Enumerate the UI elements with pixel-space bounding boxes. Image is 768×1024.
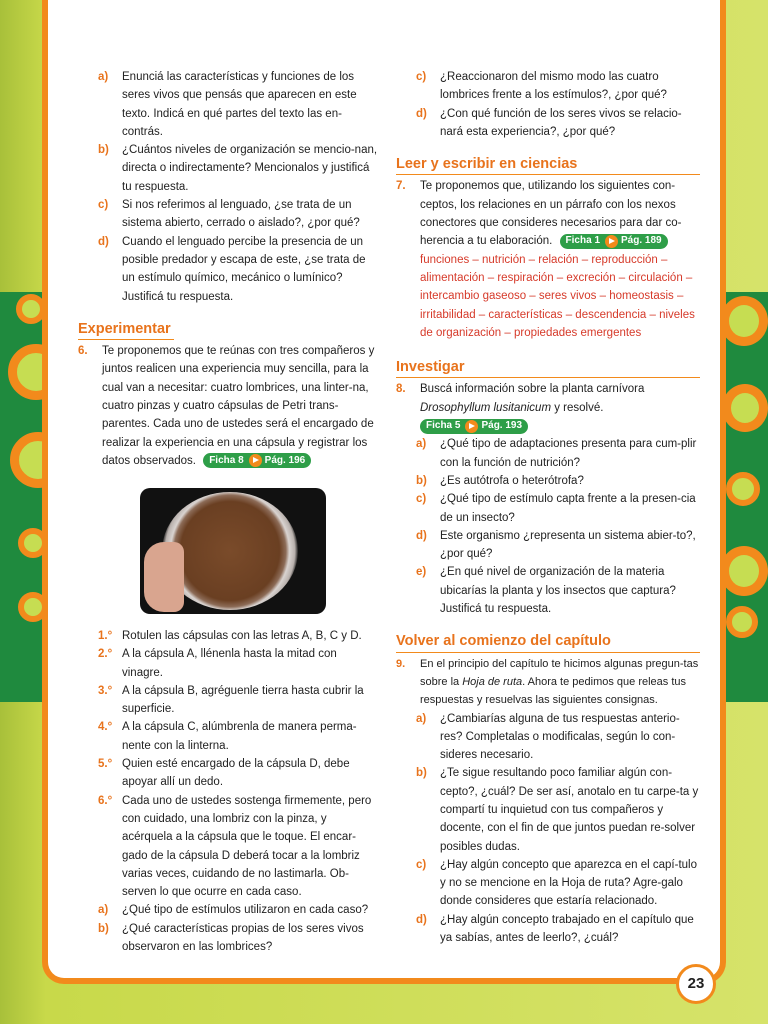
item-label: d) [416,529,427,542]
item-text: Cuando el lenguado percibe la presencia de un posible predador y escapa de este, ¿se trata de un estímulo químico, mecánico o lumínico? Justificá tu respuesta. [122,235,366,303]
ficha-label: Ficha 5 [426,419,461,431]
item-text: Enunciá las características y funciones de los seres vivos que pensás que aparecen en este texto. Indicá en qué partes del texto las en-contrás. [122,71,357,138]
left-column-steps [78,627,378,956]
list-item [78,196,378,233]
item-label: b) [416,767,427,780]
question-text: Te proponemos que te reúnas con tres compañeros y juntos realicen una experiencia muy sencilla, para la cual van a necesitar: cuatro lombrices, una linter-na, cuatro pinzas y cuatro cápsulas de Petri trans-parentes. Cada uno de ustedes será el encargado de realizar la experiencia en una cápsula y registrar los datos observados. [102,345,375,467]
item-label: a) [416,712,427,725]
list-item [396,764,700,855]
list-item [78,901,378,919]
item-label: b) [98,922,109,935]
item-text: ¿Cambiarías alguna de tus respuestas anterio-res? Completalas o modificalas, según lo con-sideres necesario. [440,712,680,762]
item-label: a) [98,904,109,917]
item-text: Cada uno de ustedes sostenga firmemente, pero con cuidado, una lombriz con la pinza, y acérquela a la cápsula que le toque. El encar-gado de la cápsula D deberá tocar a la lombriz varias veces, cuidando de no lastimarla. Ob-serven lo que ocurre en cada caso. [122,794,372,899]
ficha-label: Ficha 1 [565,235,601,247]
hoja-de-ruta: Hoja de ruta [462,675,523,688]
item-label: c) [416,858,427,871]
item-text: ¿Hay algún concepto que aparezca en el capí-tulo y no se mencione en la Hoja de ruta? Agre-galo donde consideres que estaría relacionado. [440,858,697,908]
list-item [78,792,378,902]
item-text: ¿Reaccionaron del mismo modo las cuatro lombrices frente a los estímulos?, ¿por qué? [440,71,667,102]
question-6-items [78,901,378,956]
question-text-post: . Ahora te pedimos que releas tus respuestas y resuelvas las siguientes consignas. [420,675,687,707]
list-item [78,627,378,645]
ring-decoration [722,384,768,432]
item-label: 5.° [98,758,113,771]
right-column [396,68,700,947]
hand-image [144,542,184,612]
question-8-items [396,435,700,618]
question-text-pre: Buscá información sobre la planta carnívora [420,383,645,396]
item-label: c) [98,199,109,212]
item-label: b) [416,474,427,487]
play-icon [249,454,262,467]
page-number: 23 [676,964,716,1004]
list-item [396,490,700,527]
ficha-badge[interactable] [560,234,668,249]
item-text: A la cápsula B, agréguenle tierra hasta cubrir la superficie. [122,684,364,716]
list-item [78,682,378,719]
item-label: 3.° [98,684,113,697]
section-title-experimentar: Experimentar [78,320,174,340]
item-text: ¿Qué características propias de los seres vivos observaron en las lombrices? [122,922,364,954]
item-label: 6.° [98,794,113,807]
item-label: d) [416,913,427,926]
item-text: ¿Es autótrofa o heterótrofa? [440,474,584,487]
list-item [78,755,378,792]
concepts-list: funciones – nutrición – relación – reproducción – alimentación – respiración – excreción – circulación – intercambio gaseoso – seres vivos – homeostasis – irritabilidad – características – descendencia – niveles de organización – propiedades emergentes [420,253,695,339]
item-label: d) [98,235,109,248]
item-text: Quien esté encargado de la cápsula D, debe apoyar allí un dedo. [122,758,350,789]
question-number: 7. [396,180,406,193]
item-text: Este organismo ¿representa un sistema abier-to?, ¿por qué? [440,529,696,561]
list-item [78,645,378,682]
list-item [78,68,378,141]
item-label: c) [416,493,427,506]
list-item [78,920,378,957]
question-text-pre: En el principio del capítulo te hicimos algunas pregun-tas sobre la [420,657,699,688]
list-item [396,527,700,564]
list-item [78,718,378,755]
question-text-post: y resolvé. [551,401,604,414]
list-item [78,141,378,196]
ficha-page: Pág. 189 [621,235,662,247]
list-item [396,563,700,618]
item-text: ¿En qué nivel de organización de la materia ubicarías la planta y los insectos que captura? Justificá tu respuesta. [440,566,676,616]
item-label: 4.° [98,721,113,734]
ficha-page: Pág. 193 [481,419,523,431]
item-text: ¿Te sigue resultando poco familiar algún con-cepto?, ¿cuál? De ser así, anotalo en tu carpe-ta y compartí tu inquietud con tus compañeros y docente, con el fin de que juntos puedan re-solver posibles dudas. [440,767,699,853]
ring-decoration [726,606,758,638]
question-9-items [396,710,700,948]
question-8 [396,380,700,435]
item-text: ¿Cuántos niveles de organización se mencio-nan, directa o indirectamente? Mencionalos y justificá tu respuesta. [122,144,378,193]
item-label: e) [416,566,427,579]
list-item [396,472,700,490]
list-item [396,856,700,911]
ring-decoration [726,472,760,506]
item-text: A la cápsula C, alúmbrenla de manera perma-nente con la linterna. [122,721,357,752]
list-item [396,105,700,142]
item-label: 2.° [98,648,113,661]
play-icon [465,420,478,433]
question-7 [396,177,700,342]
left-column [78,68,378,470]
question-6 [78,342,378,470]
item-text: ¿Qué tipo de adaptaciones presenta para cum-plir con la función de nutrición? [440,438,697,469]
question-9 [396,655,700,710]
item-label: d) [416,107,427,120]
list-item [396,710,700,765]
question-number: 8. [396,383,406,396]
list-item [396,911,700,948]
question-6-items-cont [396,68,700,141]
item-text: Si nos referimos al lenguado, ¿se trata de un sistema abierto, cerrado o aislado?, ¿por qué? [122,199,360,230]
ficha-badge[interactable] [203,453,311,468]
question-number: 6. [78,345,88,358]
play-icon [605,235,618,248]
ring-decoration [720,546,768,596]
list-item [396,435,700,472]
ficha-badge[interactable] [420,419,528,434]
petri-dish-photo [140,488,326,614]
item-text: Rotulen las cápsulas con las letras A, B, C y D. [122,630,362,642]
item-label: a) [416,438,427,451]
experiment-steps [78,627,378,901]
question-text: Te proponemos que, utilizando los siguientes con-ceptos, los relaciones en un párrafo con los nexos conectores que consideres necesarios para dar co-herencia a tu elaboración. [420,180,682,248]
item-text: ¿Qué tipo de estímulos utilizaron en cada caso? [122,904,369,917]
item-label: a) [98,71,109,83]
item-label: 1.° [98,630,113,642]
question-number: 9. [396,657,406,670]
ficha-label: Ficha 8 [209,454,244,466]
question-5-items [78,68,378,306]
item-label: b) [98,144,109,157]
section-title-leer: Leer y escribir en ciencias [396,155,700,175]
section-title-volver: Volver al comienzo del capítulo [396,632,700,652]
section-title-investigar: Investigar [396,358,700,378]
item-text: ¿Qué tipo de estímulo capta frente a la presen-cia de un insecto? [440,493,696,524]
species-name: Drosophyllum lusitanicum [420,401,552,414]
list-item [396,68,700,105]
item-text: ¿Hay algún concepto trabajado en el capítulo que ya sabías, antes de leerlo?, ¿cuál? [440,913,694,945]
list-item [78,233,378,306]
item-text: A la cápsula A, llénenla hasta la mitad con vinagre. [122,648,337,679]
ring-decoration [720,296,768,346]
item-text: ¿Con qué función de los seres vivos se relacio-nará esta experiencia?, ¿por qué? [440,107,682,138]
item-label: c) [416,71,427,83]
ficha-page: Pág. 196 [264,454,306,466]
